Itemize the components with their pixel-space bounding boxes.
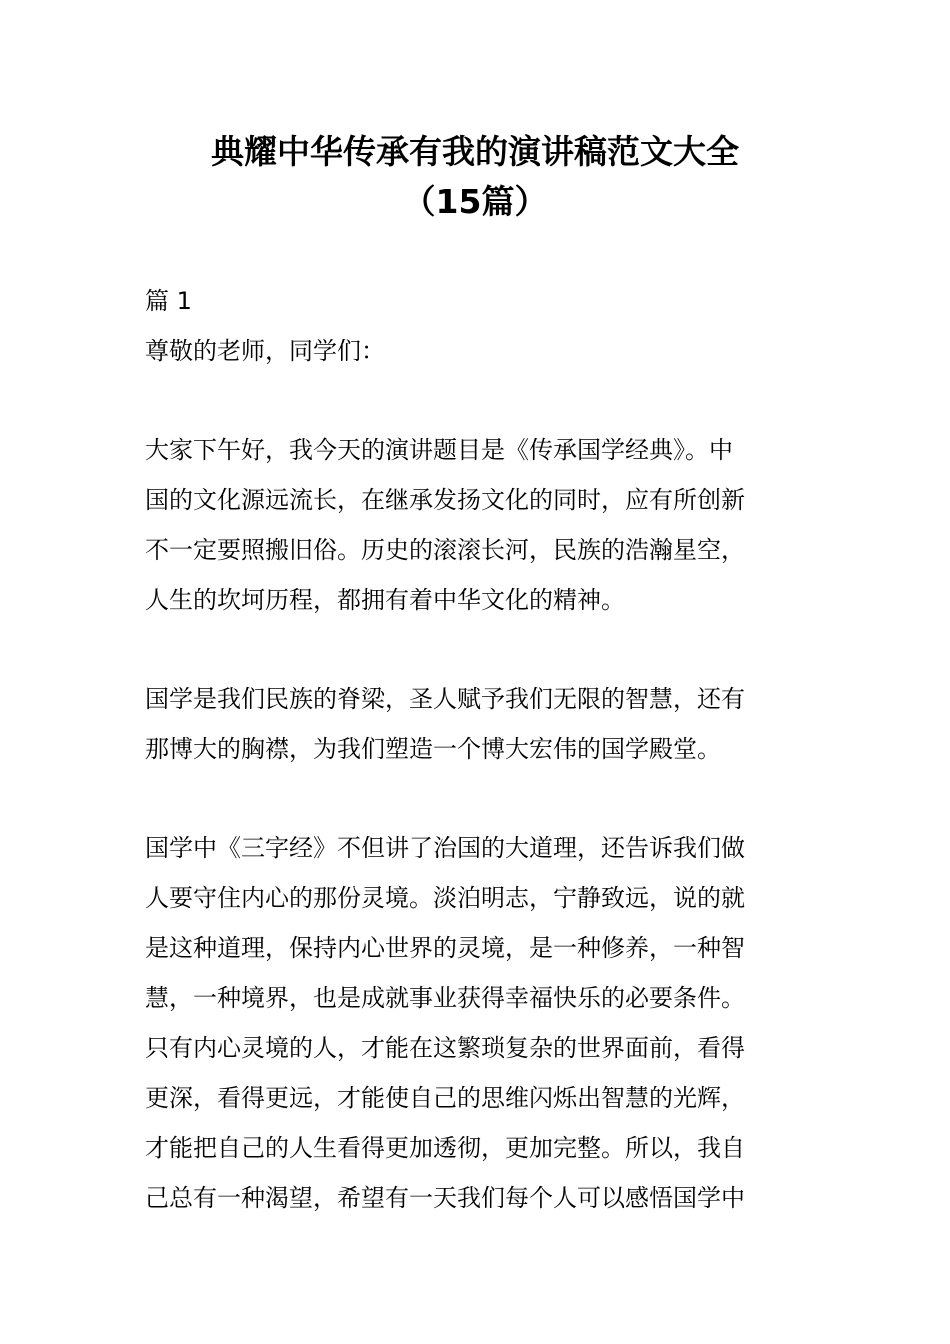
paragraph-line: 慧，一种境界，也是成就事业获得幸福快乐的必要条件。 xyxy=(145,984,745,1012)
paragraph-line: 只有内心灵境的人，才能在这繁琐复杂的世界面前，看得 xyxy=(145,1034,745,1062)
paragraph-line: 不一定要照搬旧俗。历史的滚滚长河，民族的浩瀚星空， xyxy=(145,536,745,564)
document-title-line-1: 典耀中华传承有我的演讲稿范文大全 xyxy=(211,132,739,171)
paragraph-1 xyxy=(145,425,815,625)
paragraph-line: 大家下午好，我今天的演讲题目是《传承国学经典》。中 xyxy=(145,436,733,464)
paragraph-line: 才能把自己的人生看得更加透彻，更加完整。所以，我自 xyxy=(145,1134,745,1162)
document-title-line-2: （15篇） xyxy=(402,182,548,221)
paragraph-line: 国的文化源远流长，在继承发扬文化的同时，应有所创新 xyxy=(145,486,745,514)
paragraph-line: 国学是我们民族的脊梁，圣人赋予我们无限的智慧，还有 xyxy=(145,685,745,713)
paragraph-3 xyxy=(145,823,815,1223)
paragraph-line: 己总有一种渴望，希望有一天我们每个人可以感悟国学中 xyxy=(145,1184,745,1212)
paragraph-line: 那博大的胸襟，为我们塑造一个博大宏伟的国学殿堂。 xyxy=(145,735,721,763)
paragraph-line: 是这种道理，保持内心世界的灵境，是一种修养，一种智 xyxy=(145,934,745,962)
paragraph-line: 人生的坎坷历程，都拥有着中华文化的精神。 xyxy=(145,586,625,614)
salutation: 尊敬的老师，同学们： xyxy=(145,337,385,365)
paragraph-line: 人要守住内心的那份灵境。淡泊明志，宁静致远，说的就 xyxy=(145,884,745,912)
section-label: 篇 1 xyxy=(145,287,192,315)
paragraph-line: 国学中《三字经》不但讲了治国的大道理，还告诉我们做 xyxy=(145,834,745,862)
paragraph-line: 更深，看得更远，才能使自己的思维闪烁出智慧的光辉， xyxy=(145,1084,745,1112)
paragraph-2 xyxy=(145,674,815,774)
